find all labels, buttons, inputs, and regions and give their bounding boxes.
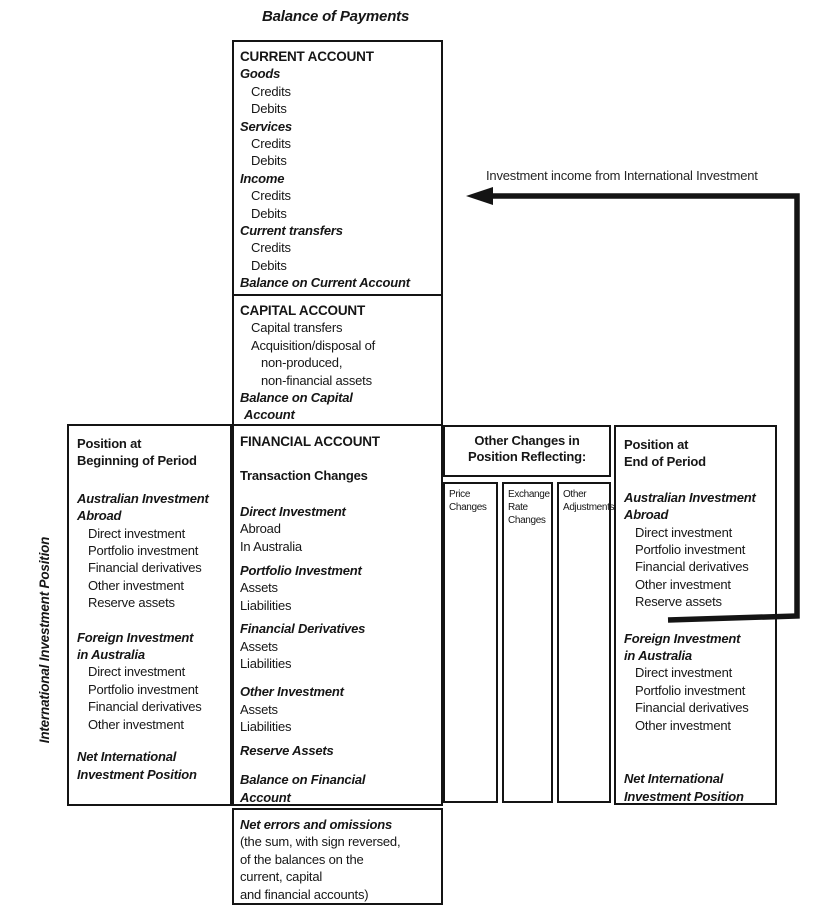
- beginning-aia-item: Other investment: [88, 577, 184, 593]
- income-heading: Income: [240, 170, 285, 186]
- beginning-aia-item: Financial derivatives: [88, 560, 202, 576]
- reserve-assets-heading: Reserve Assets: [240, 742, 334, 758]
- other-adjustments-column: [557, 482, 615, 803]
- beginning-aia-line2: Abroad: [77, 508, 122, 524]
- net-errors-note-line4: and financial accounts): [240, 886, 369, 902]
- position-end-box: [614, 425, 777, 805]
- beginning-fia-line2: in Australia: [77, 647, 145, 663]
- end-fia-item: Direct investment: [635, 665, 733, 681]
- end-niip-line2: Investment Position: [624, 788, 744, 804]
- end-title-line2: End of Period: [624, 454, 706, 470]
- other-adjustments-label: Other Adjustments: [563, 489, 615, 513]
- beginning-fia-item: Direct investment: [88, 664, 186, 680]
- direct-investment-abroad: Abroad: [240, 521, 281, 537]
- end-fia-line2: in Australia: [624, 648, 692, 664]
- beginning-aia-item: Portfolio investment: [88, 543, 199, 559]
- portfolio-investment-heading: Portfolio Investment: [240, 563, 362, 579]
- beginning-niip-line2: Investment Position: [77, 766, 197, 782]
- goods-heading: Goods: [240, 66, 281, 82]
- balance-on-capital-line2: Account: [244, 407, 295, 423]
- net-errors-note-line1: (the sum, with sign reversed,: [240, 834, 401, 850]
- other-changes-heading-line1: Other Changes in: [474, 433, 580, 448]
- goods-credits: Credits: [251, 83, 291, 99]
- income-debits: Debits: [251, 205, 287, 221]
- portfolio-liabilities: Liabilities: [240, 597, 292, 613]
- price-changes-column: [443, 482, 498, 803]
- services-credits: Credits: [251, 136, 291, 152]
- other-investment-heading: Other Investment: [240, 684, 344, 700]
- financial-account-box: [232, 424, 443, 806]
- financial-account-heading: FINANCIAL ACCOUNT: [240, 434, 380, 449]
- exchange-rate-changes-label: Exchange Rate Changes: [508, 489, 550, 526]
- beginning-fia-item: Financial derivatives: [88, 699, 202, 715]
- end-aia-item: Reserve assets: [635, 594, 722, 610]
- direct-investment-heading: Direct Investment: [240, 503, 346, 519]
- other-changes-heading-line2: Position Reflecting:: [467, 448, 587, 464]
- balance-on-current-account: Balance on Current Account: [240, 275, 410, 291]
- investment-income-arrow-label: Investment income from International Investment: [486, 168, 758, 183]
- end-aia-item: Financial derivatives: [635, 559, 749, 575]
- beginning-aia-item: Reserve assets: [88, 595, 175, 611]
- other-changes-header-box: [443, 425, 611, 477]
- end-fia-item: Financial derivatives: [635, 700, 749, 716]
- end-title-line1: Position at: [624, 437, 689, 452]
- income-credits: Credits: [251, 188, 291, 204]
- beginning-aia-item: Direct investment: [88, 525, 186, 541]
- balance-on-financial-line2: Account: [240, 789, 291, 805]
- other-liabilities: Liabilities: [240, 719, 292, 735]
- net-errors-box: [232, 808, 443, 905]
- current-account-heading: CURRENT ACCOUNT: [240, 49, 374, 64]
- other-assets: Assets: [240, 701, 278, 717]
- end-aia-line2: Abroad: [624, 507, 669, 523]
- balance-on-capital-line1: Balance on Capital: [240, 390, 353, 406]
- beginning-aia-line1: Australian Investment: [77, 490, 209, 506]
- beginning-fia-item: Portfolio investment: [88, 681, 199, 697]
- position-beginning-box: [67, 424, 232, 806]
- current-transfers-debits: Debits: [251, 257, 287, 273]
- current-account-box: [232, 40, 443, 296]
- beginning-fia-item: Other investment: [88, 716, 184, 732]
- beginning-title-line2: Beginning of Period: [77, 453, 197, 469]
- capital-account-box: [232, 294, 443, 426]
- direct-investment-in-australia: In Australia: [240, 538, 302, 554]
- current-transfers-heading: Current transfers: [240, 223, 343, 239]
- portfolio-assets: Assets: [240, 580, 278, 596]
- non-produced-item: non-produced,: [261, 355, 343, 371]
- derivatives-liabilities: Liabilities: [240, 656, 292, 672]
- end-fia-item: Portfolio investment: [635, 682, 746, 698]
- capital-transfers-item: Capital transfers: [251, 320, 343, 336]
- end-fia-line1: Foreign Investment: [624, 630, 741, 646]
- services-debits: Debits: [251, 153, 287, 169]
- capital-account-heading: CAPITAL ACCOUNT: [240, 303, 365, 318]
- international-investment-position-label: International Investment Position: [37, 536, 52, 744]
- net-errors-note-line3: current, capital: [240, 869, 323, 885]
- beginning-title-line1: Position at: [77, 436, 142, 451]
- end-aia-item: Direct investment: [635, 524, 733, 540]
- services-heading: Services: [240, 118, 292, 134]
- goods-debits: Debits: [251, 101, 287, 117]
- derivatives-assets: Assets: [240, 638, 278, 654]
- non-financial-assets-item: non-financial assets: [261, 372, 372, 388]
- beginning-fia-line1: Foreign Investment: [77, 629, 194, 645]
- current-transfers-credits: Credits: [251, 240, 291, 256]
- exchange-rate-changes-column: [502, 482, 553, 803]
- end-fia-item: Other investment: [635, 717, 731, 733]
- end-aia-item: Other investment: [635, 576, 731, 592]
- net-errors-note-line2: of the balances on the: [240, 851, 364, 867]
- beginning-niip-line1: Net International: [77, 749, 177, 765]
- page-title: Balance of Payments: [262, 8, 410, 25]
- financial-derivatives-heading: Financial Derivatives: [240, 621, 366, 637]
- transaction-changes-subheading: Transaction Changes: [240, 468, 368, 484]
- end-aia-item: Portfolio investment: [635, 542, 746, 558]
- price-changes-label: Price Changes: [449, 489, 487, 513]
- acquisition-disposal-item: Acquisition/disposal of: [251, 337, 376, 353]
- end-aia-line1: Australian Investment: [624, 489, 756, 505]
- balance-on-financial-line1: Balance on Financial: [240, 772, 366, 788]
- net-errors-heading: Net errors and omissions: [240, 817, 392, 832]
- arrowhead-left-icon: [466, 187, 493, 205]
- end-niip-line1: Net International: [624, 771, 724, 787]
